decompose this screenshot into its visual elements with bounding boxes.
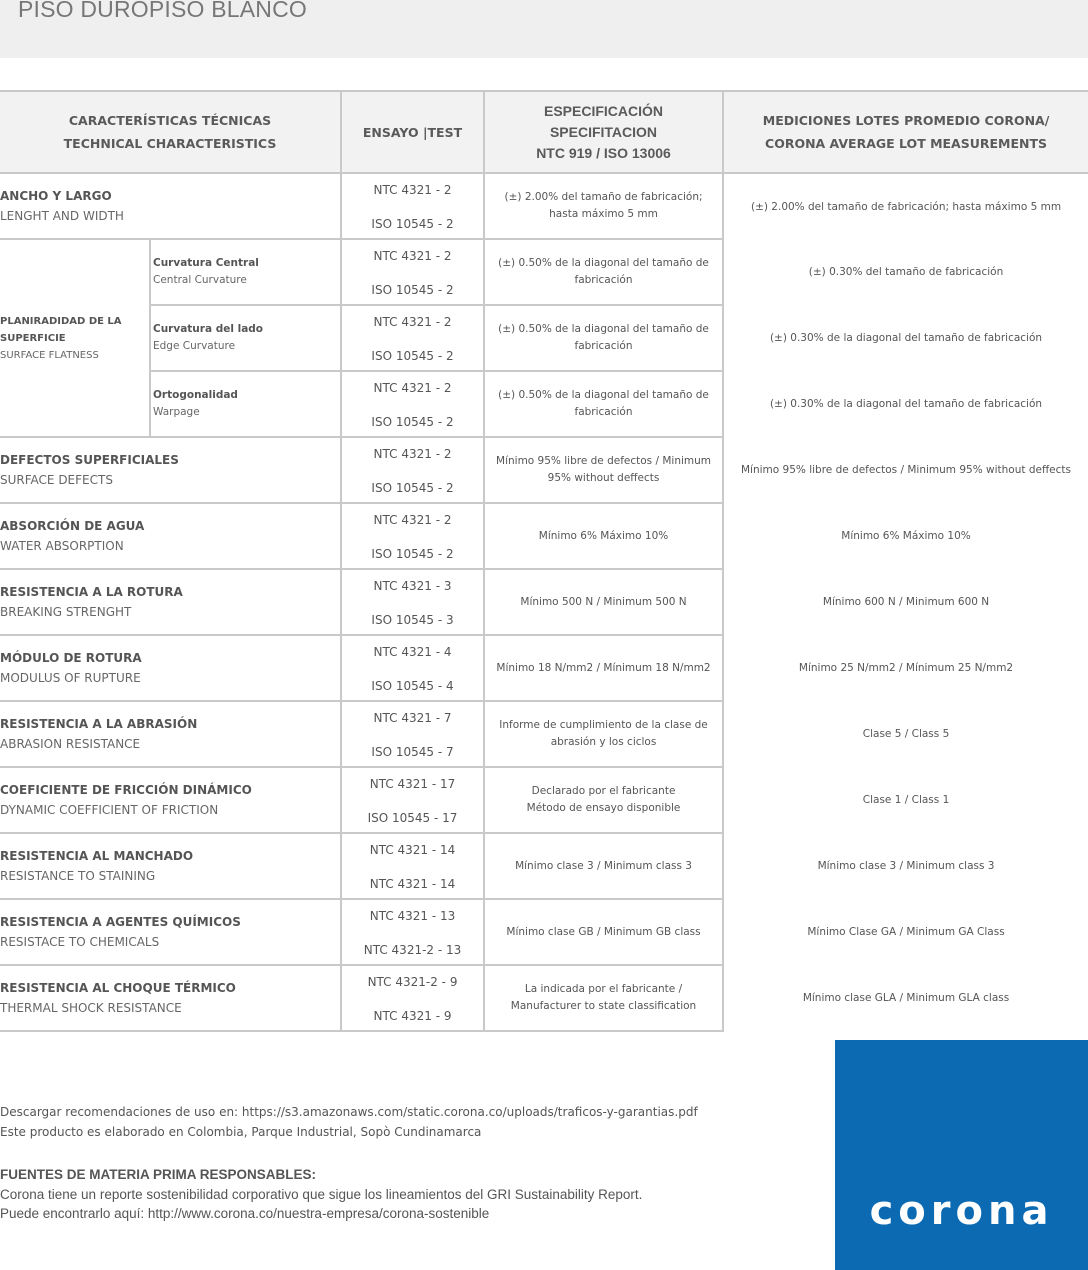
measurement-cell: (±) 0.30% del tamaño de fabricación (808, 266, 1004, 278)
sub-characteristic-es: Curvatura Central (153, 257, 259, 269)
test-cell (341, 305, 484, 371)
measurement-cell: Mínimo 6% Máximo 10% (841, 530, 971, 542)
characteristic-en: LENGHT AND WIDTH (0, 209, 124, 223)
header-test: ENSAYO |TEST (341, 91, 484, 173)
test-standard-2: ISO 10545 - 2 (371, 547, 454, 561)
specification-cell: Mínimo clase 3 / Minimum class 3 (484, 833, 723, 899)
table-row (0, 437, 1088, 503)
characteristic-en: BREAKING STRENGHT (0, 605, 132, 619)
characteristic-es: RESISTENCIA A LA ABRASIÓN (0, 717, 198, 731)
specification-cell: Informe de cumplimiento de la clase de abrasión y los ciclos (484, 701, 723, 767)
specification-cell: (±) 2.00% del tamaño de fabricación; hasta máximo 5 mm (484, 173, 723, 239)
header-spec-line-1: ESPECIFICACIÓN (544, 102, 664, 119)
header-characteristics (0, 91, 341, 173)
characteristic-es: ANCHO Y LARGO (0, 189, 112, 203)
sub-characteristic-es: Ortogonalidad (153, 389, 238, 401)
test-cell (341, 965, 484, 1031)
characteristic-en: RESISTANCE TO STAINING (0, 869, 156, 883)
test-standard-2: ISO 10545 - 3 (371, 613, 454, 627)
sub-characteristic-cell (150, 239, 341, 305)
test-cell (341, 437, 484, 503)
table-row (0, 899, 1088, 965)
characteristic-en: MODULUS OF RUPTURE (0, 671, 141, 685)
test-cell (341, 833, 484, 899)
characteristic-cell (0, 569, 341, 635)
test-standard-2: ISO 10545 - 2 (371, 349, 454, 363)
test-cell (341, 173, 484, 239)
header-specification (484, 91, 723, 173)
sub-characteristic-cell (150, 305, 341, 371)
sustainability-report-note: Corona tiene un reporte sostenibilidad corporativo que sigue los lineamientos del GRI Sustainability Report. (0, 1187, 643, 1202)
table-row (0, 503, 1088, 569)
measurement-cell: Mínimo 25 N/mm2 / Mínimum 25 N/mm2 (798, 662, 1014, 674)
characteristic-cell (0, 701, 341, 767)
title-bar (0, 0, 1088, 58)
test-cell (341, 899, 484, 965)
header-meas-line-1: MEDICIONES LOTES PROMEDIO CORONA/ (762, 113, 1050, 128)
header-meas-line-2: CORONA AVERAGE LOT MEASUREMENTS (765, 136, 1048, 151)
group-es-line-1: PLANIRADIDAD DE LA (0, 315, 122, 327)
characteristic-en: ABRASION RESISTANCE (0, 737, 141, 751)
characteristic-en: RESISTACE TO CHEMICALS (0, 935, 160, 949)
responsible-sources-section (0, 1165, 800, 1223)
test-cell (341, 767, 484, 833)
characteristic-es: RESISTENCIA A AGENTES QUÍMICOS (0, 915, 241, 929)
technical-specs-table (0, 90, 1088, 1032)
test-standard-1: NTC 4321 - 4 (373, 645, 452, 659)
table-row (0, 701, 1088, 767)
measurement-cell: Mínimo 600 N / Minimum 600 N (822, 596, 990, 608)
table-row (0, 371, 1088, 437)
corona-logo (835, 1040, 1088, 1270)
specification-cell (484, 767, 723, 833)
sustainability-link[interactable]: Puede encontrarlo aquí: http://www.corona.co/nuestra-empresa/corona-sostenible (0, 1206, 490, 1221)
table-row (0, 173, 1088, 239)
characteristic-cell (0, 965, 341, 1031)
specification-line-1: Declarado por el fabricante (531, 785, 676, 797)
test-standard-1: NTC 4321 - 17 (369, 777, 456, 791)
specification-cell: Mínimo 500 N / Minimum 500 N (484, 569, 723, 635)
characteristic-en: DYNAMIC COEFFICIENT OF FRICTION (0, 803, 219, 817)
sub-characteristic-en: Edge Curvature (153, 340, 236, 352)
test-standard-1: NTC 4321 - 2 (373, 513, 452, 527)
group-en: SURFACE FLATNESS (0, 349, 99, 361)
test-standard-1: NTC 4321 - 2 (373, 183, 452, 197)
sub-characteristic-cell (150, 371, 341, 437)
measurement-cell: Mínimo Clase GA / Minimum GA Class (807, 926, 1005, 938)
characteristic-es: MÓDULO DE ROTURA (0, 651, 142, 665)
test-standard-2: ISO 10545 - 17 (367, 811, 458, 825)
specification-line-2: Método de ensayo disponible (526, 802, 681, 814)
header-characteristics-en: TECHNICAL CHARACTERISTICS (63, 136, 277, 151)
test-standard-1: NTC 4321 - 2 (373, 447, 452, 461)
characteristic-en: SURFACE DEFECTS (0, 473, 113, 487)
characteristic-en: WATER ABSORPTION (0, 539, 124, 553)
characteristic-es: DEFECTOS SUPERFICIALES (0, 453, 179, 467)
characteristic-es: RESISTENCIA AL CHOQUE TÉRMICO (0, 981, 236, 995)
footer-notes (0, 1102, 800, 1142)
header-characteristics-es: CARACTERÍSTICAS TÉCNICAS (68, 113, 272, 128)
group-es-line-2: SUPERFICIE (0, 332, 66, 344)
test-cell (341, 239, 484, 305)
specification-cell: Mínimo 95% libre de defectos / Minimum 95% without deffects (484, 437, 723, 503)
test-standard-1: NTC 4321 - 13 (369, 909, 456, 923)
characteristic-cell (0, 503, 341, 569)
test-standard-1: NTC 4321 - 14 (369, 843, 456, 857)
characteristic-es: COEFICIENTE DE FRICCIÓN DINÁMICO (0, 783, 252, 797)
test-standard-2: ISO 10545 - 2 (371, 481, 454, 495)
measurement-cell: Clase 5 / Class 5 (862, 728, 950, 740)
sub-characteristic-es: Curvatura del lado (153, 323, 264, 335)
test-standard-2: NTC 4321-2 - 13 (363, 943, 462, 957)
characteristic-es: RESISTENCIA AL MANCHADO (0, 849, 194, 863)
table-row (0, 767, 1088, 833)
test-cell (341, 701, 484, 767)
measurement-cell: Clase 1 / Class 1 (862, 794, 950, 806)
specification-cell: (±) 0.50% de la diagonal del tamaño de fabricación (484, 305, 723, 371)
test-standard-2: NTC 4321 - 14 (369, 877, 456, 891)
test-standard-2: ISO 10545 - 2 (371, 415, 454, 429)
corona-logo-text: corona (869, 1188, 1054, 1234)
table-row (0, 833, 1088, 899)
header-spec-line-3: NTC 919 / ISO 13006 (536, 144, 671, 161)
test-standard-2: ISO 10545 - 2 (371, 217, 454, 231)
group-cell-flatness (0, 239, 150, 437)
measurement-cell: (±) 0.30% de la diagonal del tamaño de fabricación (769, 398, 1043, 410)
characteristic-es: ABSORCIÓN DE AGUA (0, 519, 145, 533)
specification-cell: Mínimo 18 N/mm2 / Mínimum 18 N/mm2 (484, 635, 723, 701)
characteristic-cell (0, 767, 341, 833)
test-cell (341, 635, 484, 701)
characteristic-cell (0, 173, 341, 239)
test-standard-2: NTC 4321 - 9 (373, 1009, 452, 1023)
download-recommendations-link[interactable]: Descargar recomendaciones de uso en: https://s3.amazonaws.com/static.corona.co/uploads/traficos-y-garantias.pdf (0, 1105, 698, 1119)
page-title: PISO DUROPISO BLANCO (18, 0, 308, 22)
characteristic-cell (0, 899, 341, 965)
measurement-cell: Mínimo clase GLA / Minimum GLA class (802, 992, 1010, 1004)
test-standard-1: NTC 4321-2 - 9 (367, 975, 458, 989)
responsible-sources-heading: FUENTES DE MATERIA PRIMA RESPONSABLES: (0, 1167, 317, 1182)
specification-cell: (±) 0.50% de la diagonal del tamaño de fabricación (484, 371, 723, 437)
measurement-cell: (±) 2.00% del tamaño de fabricación; hasta máximo 5 mm (750, 200, 1062, 213)
table-row (0, 635, 1088, 701)
sub-characteristic-en: Warpage (153, 406, 200, 418)
specification-cell: (±) 0.50% de la diagonal del tamaño de fabricación (484, 239, 723, 305)
characteristic-cell (0, 635, 341, 701)
characteristic-cell (0, 437, 341, 503)
test-standard-2: ISO 10545 - 7 (371, 745, 454, 759)
sub-characteristic-en: Central Curvature (153, 274, 247, 286)
table-row (0, 965, 1088, 1031)
test-standard-1: NTC 4321 - 3 (373, 579, 452, 593)
header-measurements (723, 91, 1088, 173)
table-row (0, 569, 1088, 635)
test-standard-1: NTC 4321 - 2 (373, 315, 452, 329)
characteristic-cell (0, 833, 341, 899)
characteristic-en: THERMAL SHOCK RESISTANCE (0, 1001, 182, 1015)
test-standard-1: NTC 4321 - 2 (373, 249, 452, 263)
test-standard-1: NTC 4321 - 7 (373, 711, 452, 725)
characteristic-es: RESISTENCIA A LA ROTURA (0, 585, 183, 599)
measurement-cell: (±) 0.30% de la diagonal del tamaño de fabricación (769, 332, 1043, 344)
specification-cell: Mínimo clase GB / Minimum GB class (484, 899, 723, 965)
table-row (0, 305, 1088, 371)
test-cell (341, 371, 484, 437)
specification-cell: La indicada por el fabricante / Manufacturer to state classification (484, 965, 723, 1031)
table-row (0, 239, 1088, 305)
origin-note: Este producto es elaborado en Colombia, Parque Industrial, Sopò Cundinamarca (0, 1125, 482, 1139)
test-standard-1: NTC 4321 - 2 (373, 381, 452, 395)
table-header-row (0, 91, 1088, 173)
header-spec-line-2: SPECIFITACION (549, 123, 658, 140)
test-cell (341, 569, 484, 635)
test-cell (341, 503, 484, 569)
measurement-cell: Mínimo 95% libre de defectos / Minimum 95% without deffects (741, 464, 1072, 476)
test-standard-2: ISO 10545 - 2 (371, 283, 454, 297)
test-standard-2: ISO 10545 - 4 (371, 679, 454, 693)
measurement-cell: Mínimo clase 3 / Minimum class 3 (817, 860, 995, 872)
specification-cell: Mínimo 6% Máximo 10% (484, 503, 723, 569)
